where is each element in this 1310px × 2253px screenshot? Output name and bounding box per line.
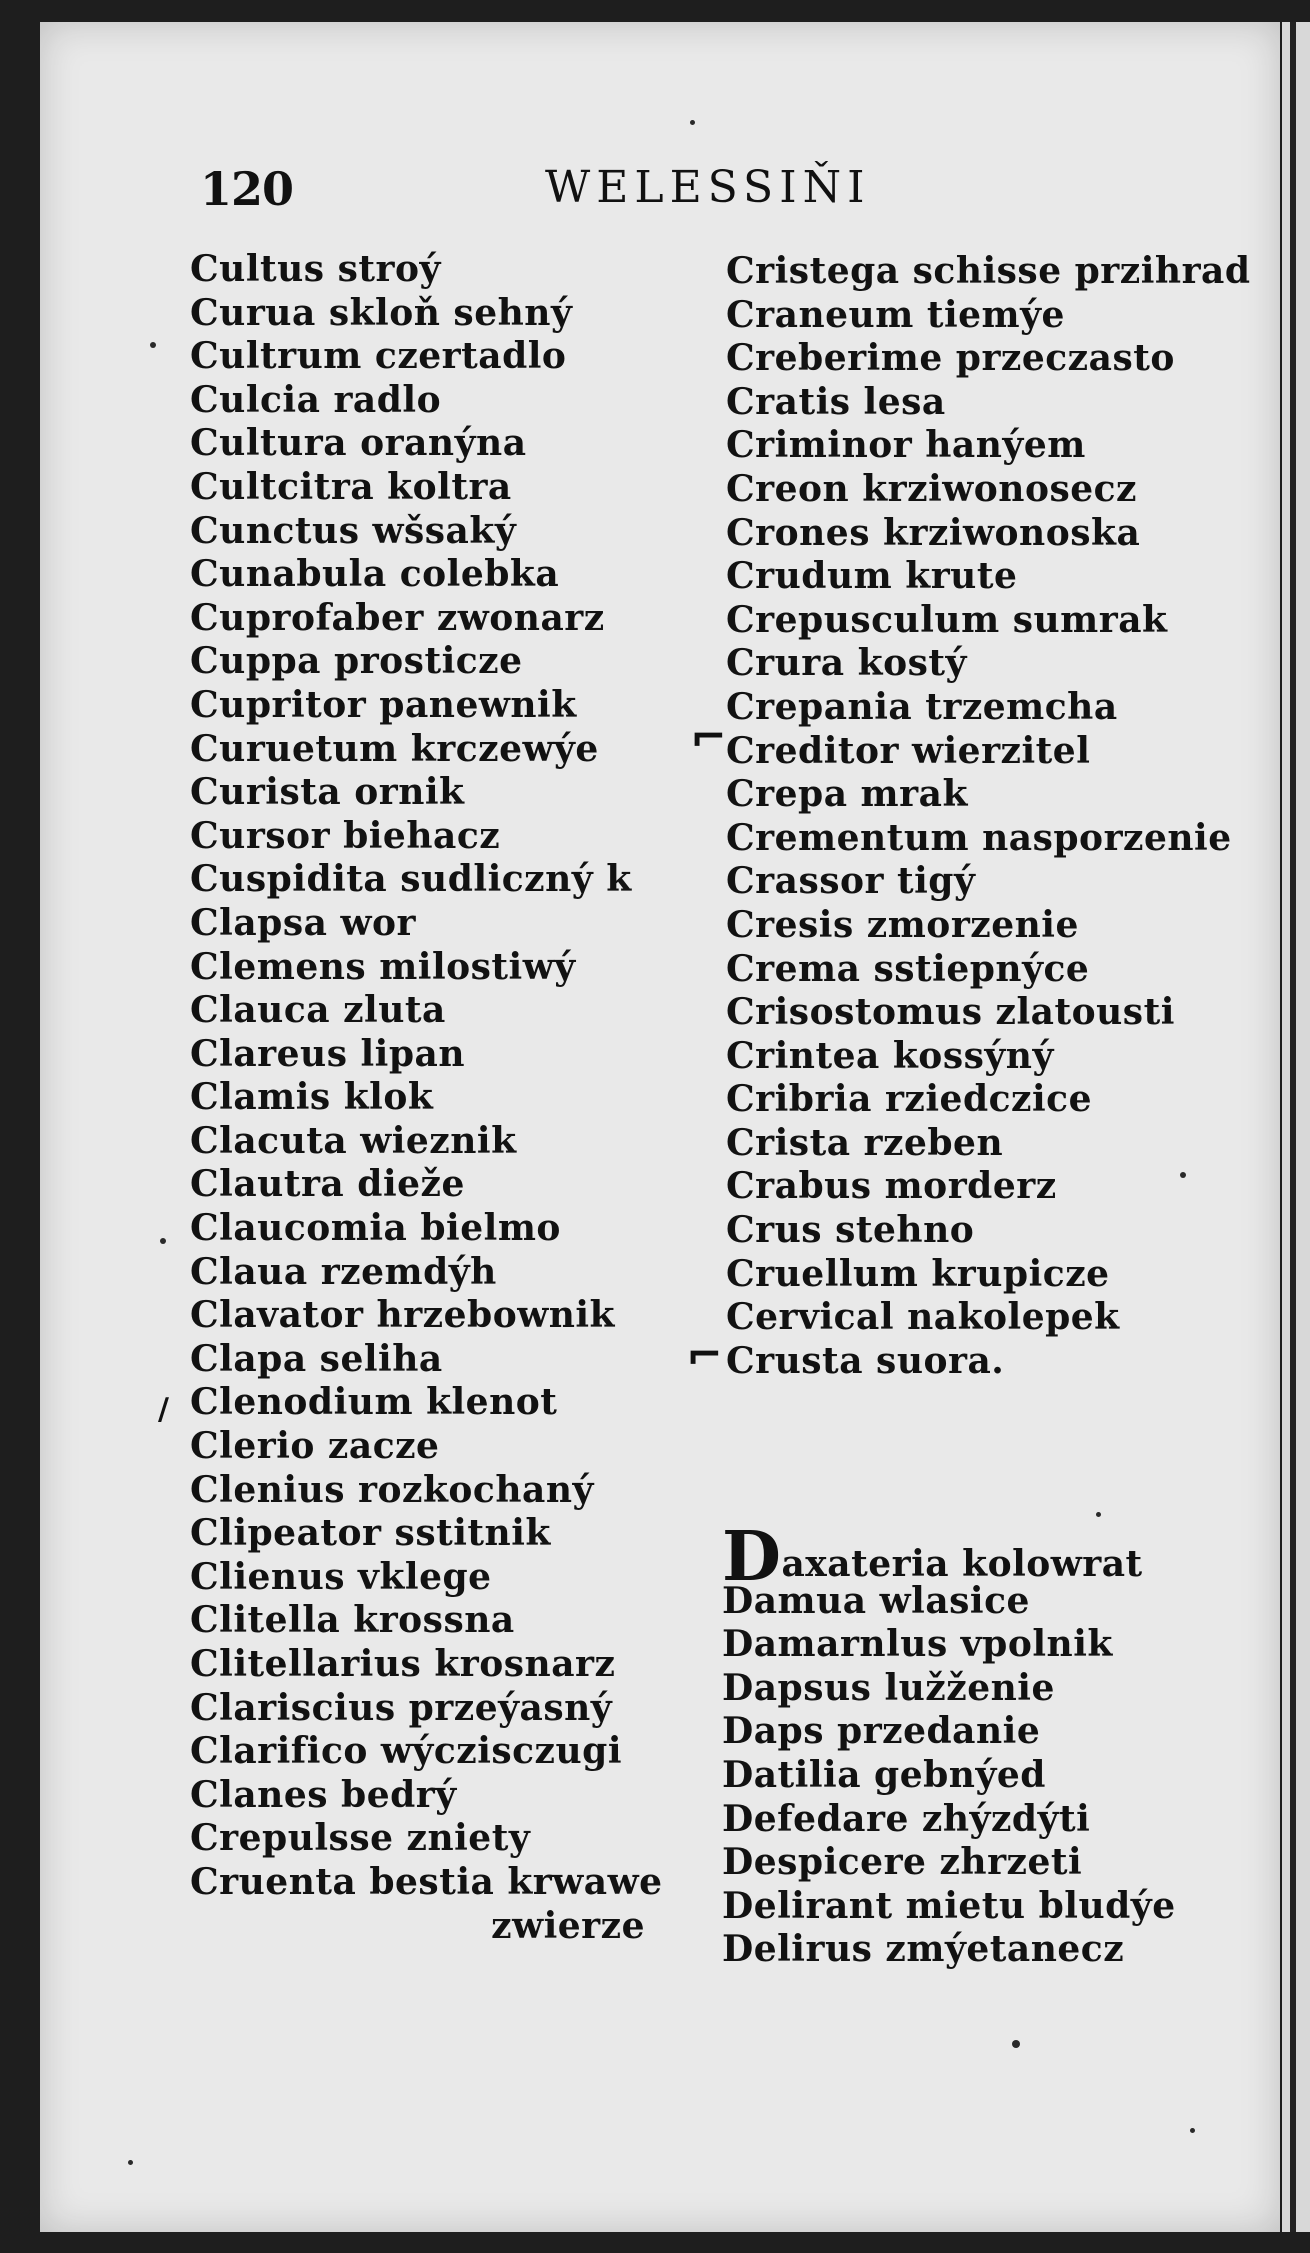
dictionary-entry: Cultrum czertadlo [190, 335, 567, 378]
ink-speck [1096, 1512, 1101, 1517]
dictionary-entry: Craneum tiemýe [726, 293, 1065, 336]
left-column [190, 248, 663, 1948]
dictionary-entry: Clacuta wieznik [190, 1119, 517, 1162]
dictionary-entry: Crones krziwonoska [726, 511, 1141, 554]
running-head [0, 162, 1310, 222]
dictionary-entry: Dapsus lužženie [722, 1666, 1055, 1709]
dictionary-entry: Crementum nasporzenie [726, 816, 1232, 859]
dictionary-entry: Clamis klok [190, 1076, 434, 1119]
ink-speck [150, 342, 156, 348]
header-title: WELESSIŇI [545, 162, 871, 213]
dictionary-entry: Clitella krossna [190, 1599, 515, 1642]
dictionary-entry: Crepa mrak [726, 773, 968, 816]
dictionary-entry: Creberime przeczasto [726, 337, 1175, 380]
dictionary-entry: Crabus morderz [726, 1165, 1057, 1208]
ink-speck [1180, 1172, 1186, 1178]
page-gutter-line [1290, 22, 1296, 2232]
right-column-c-entries [726, 250, 1251, 1383]
dictionary-entry: Clanes bedrý [190, 1773, 457, 1816]
dictionary-entry: Crusta suora. [726, 1339, 1005, 1382]
dictionary-entry: Cultura oranýna [190, 422, 527, 465]
dictionary-entry: Clariscius przeýasný [190, 1686, 613, 1729]
dictionary-entry: Cuppa prosticze [190, 640, 523, 683]
dictionary-entry: Clavator hrzebownik [190, 1294, 615, 1337]
dictionary-entry: Cunabula colebka [190, 553, 560, 596]
page-number: 120 [200, 162, 294, 216]
dictionary-entry: Cuspidita sudliczný k [190, 858, 632, 901]
dictionary-entry: Curista ornik [190, 771, 465, 814]
dictionary-entry: Culcia radlo [190, 378, 442, 421]
dictionary-entry: Datilia gebnýed [722, 1753, 1046, 1796]
dictionary-entry: Clauca zluta [190, 989, 446, 1032]
dictionary-entry: Clareus lipan [190, 1032, 466, 1075]
dictionary-entry: Crintea kossýný [726, 1034, 1054, 1077]
ink-speck [1012, 2040, 1020, 2048]
dictionary-entry: Cultcitra koltra [190, 465, 512, 508]
ink-speck [128, 2160, 133, 2165]
dictionary-entry: Damua wlasice [722, 1579, 1030, 1622]
dictionary-entry: Cribria rziedczice [726, 1078, 1092, 1121]
dictionary-entry: Cultus stroý [190, 248, 441, 290]
dictionary-entry: Clapa seliha [190, 1337, 443, 1380]
dictionary-entry: Clenius rozkochaný [190, 1468, 594, 1511]
dictionary-entry: Crura kostý [726, 642, 967, 685]
dictionary-entry: Cuprofaber zwonarz [190, 596, 605, 639]
dictionary-entry: Crepusculum sumrak [726, 598, 1168, 641]
dictionary-entry: Crepulsse zniety [190, 1817, 531, 1860]
dictionary-entry: Clapsa wor [190, 901, 416, 944]
dictionary-entry: Crisostomus zlatousti [726, 991, 1175, 1034]
margin-tick-mark: / [158, 1392, 169, 1427]
dictionary-entry: Cupritor panewnik [190, 683, 577, 726]
dictionary-entry: Creditor wierzitel [726, 729, 1091, 772]
dictionary-entry-continuation: zwierze [491, 1904, 645, 1947]
dictionary-entry: Clipeator sstitnik [190, 1512, 551, 1555]
ink-speck [160, 1238, 166, 1244]
margin-bracket-mark: ⌐ [686, 1330, 723, 1381]
dictionary-entry: Clienus vklege [190, 1555, 492, 1598]
ink-speck [1190, 2128, 1195, 2133]
dictionary-entry: Cristega schisse przihrad [726, 250, 1251, 292]
drop-initial: D [722, 1517, 782, 1597]
dictionary-entry: Damarnlus vpolnik [722, 1623, 1113, 1666]
dictionary-entry: Crepania trzemcha [726, 685, 1118, 728]
dictionary-entry: Crassor tigý [726, 860, 976, 903]
dictionary-entry: Cresis zmorzenie [726, 903, 1079, 946]
first-entry-rest: axateria kolowrat [781, 1543, 1143, 1585]
dictionary-entry: Delirant mietu bludýe [722, 1884, 1176, 1927]
dictionary-entry: Clerio zacze [190, 1425, 440, 1468]
dictionary-entry: Cruenta bestia krwawe [190, 1860, 663, 1903]
dictionary-entry: Claua rzemdýh [190, 1250, 497, 1293]
dictionary-entry: Cratis lesa [726, 380, 946, 423]
dictionary-entry: Cursor biehacz [190, 814, 501, 857]
ink-speck [690, 120, 695, 125]
dictionary-entry: Cunctus wšsaký [190, 509, 517, 552]
dictionary-entry: Defedare zhýzdýti [722, 1797, 1091, 1840]
adjacent-page-edge [1282, 22, 1310, 2232]
dictionary-entry: Criminor hanýem [726, 424, 1086, 467]
dictionary-entry: Cruellum krupicze [726, 1252, 1110, 1295]
dictionary-entry: Clarifico wýczisczugi [190, 1730, 623, 1773]
margin-bracket-mark: ⌐ [690, 712, 727, 763]
dictionary-entry: Crudum krute [726, 555, 1018, 598]
dictionary-entry: Clitellarius krosnarz [190, 1643, 616, 1685]
right-column-d-entries [722, 1517, 1176, 1972]
dictionary-entry: Crus stehno [726, 1209, 975, 1252]
dictionary-entry: Curuetum krczewýe [190, 727, 599, 770]
d-section-first-entry [722, 1517, 1176, 1597]
dictionary-entry: Despicere zhrzeti [722, 1841, 1083, 1884]
dictionary-entry: Clautra dieže [190, 1163, 465, 1206]
dictionary-entry: Cervical nakolepek [726, 1296, 1120, 1339]
dictionary-entry: Delirus zmýetanecz [722, 1928, 1125, 1971]
dictionary-entry: Creon krziwonosecz [726, 467, 1137, 510]
dictionary-entry: Crema sstiepnýce [726, 947, 1090, 990]
dictionary-entry: Daps przedanie [722, 1710, 1041, 1753]
dictionary-entry: Clemens milostiwý [190, 945, 576, 988]
dictionary-entry: Curua skloň sehný [190, 291, 573, 334]
dictionary-entry: Claucomia bielmo [190, 1207, 561, 1250]
dictionary-entry: Clenodium klenot [190, 1381, 558, 1424]
dictionary-entry: Crista rzeben [726, 1121, 1004, 1164]
